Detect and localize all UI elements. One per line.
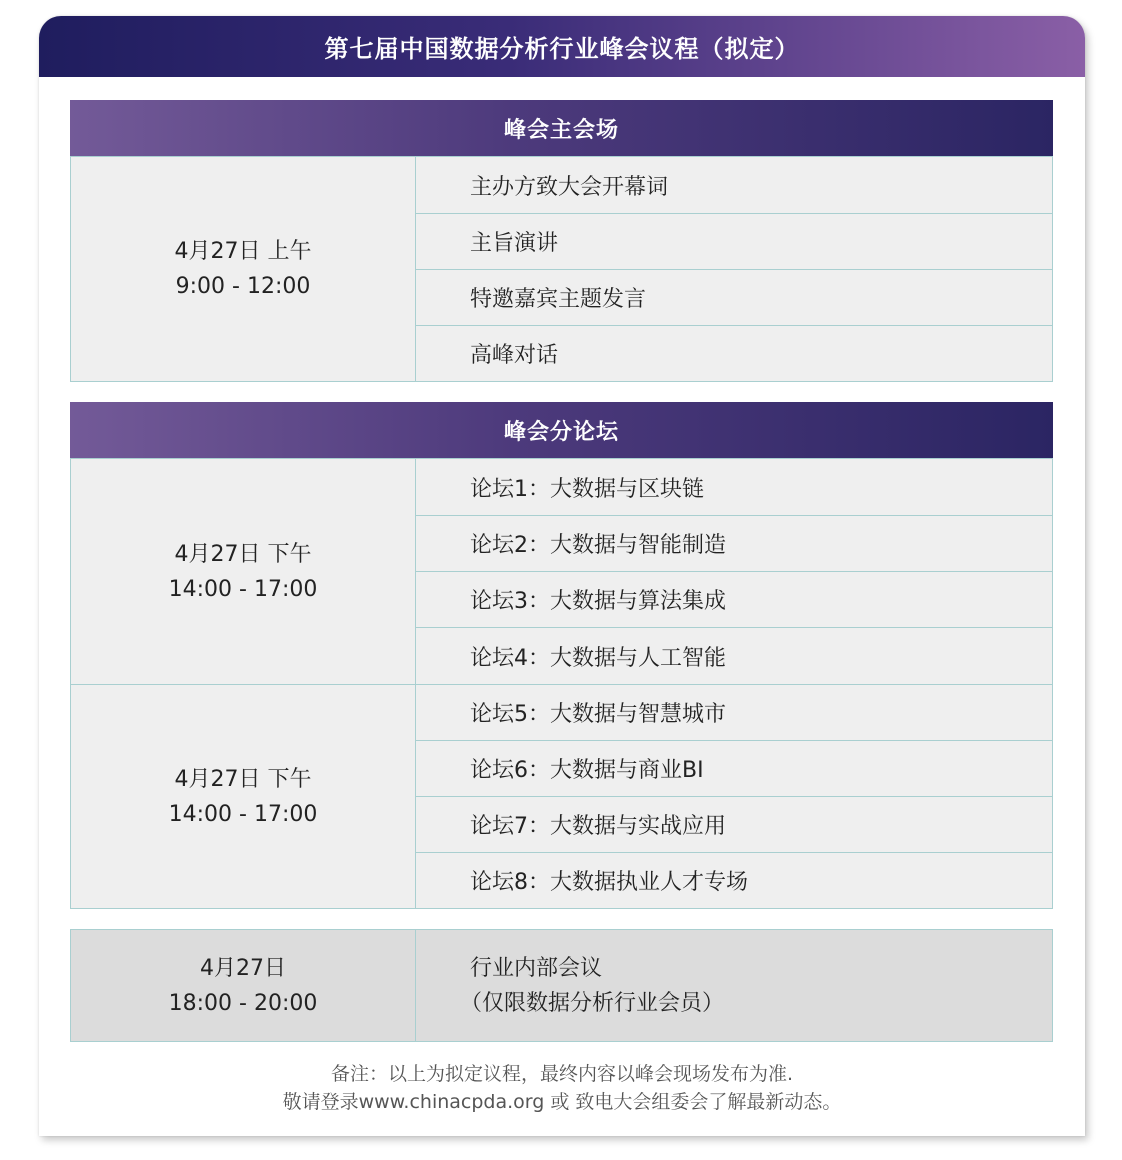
session-date: 4月27日 下午	[174, 766, 312, 792]
session-date: 4月27日 上午	[174, 239, 312, 264]
agenda-item: 主办方致大会开幕词	[416, 157, 1052, 213]
session-time: 14:00 - 17:00	[168, 576, 318, 602]
forum-group-1-datetime	[71, 459, 416, 684]
session-date: 4月27日 下午	[174, 541, 312, 567]
main-session-header: 峰会主会场	[70, 100, 1053, 156]
agenda-title: 第七届中国数据分析行业峰会议程（拟定）	[39, 16, 1085, 77]
forum-item: 论坛7：大数据与实战应用	[416, 796, 1052, 852]
forum-item: 论坛4：大数据与人工智能	[416, 627, 1052, 684]
footer-line-1: 备注：以上为拟定议程，最终内容以峰会现场发布为准.	[330, 1063, 794, 1085]
forum-item: 论坛5：大数据与智慧城市	[416, 684, 1052, 740]
session-time: 14:00 - 17:00	[168, 801, 318, 827]
session-time: 18:00 - 20:00	[168, 990, 318, 1016]
session-time: 9:00 - 12:00	[175, 274, 311, 299]
forum-session-table	[70, 458, 1053, 909]
evening-session-datetime	[71, 930, 416, 1041]
agenda-item: 特邀嘉宾主题发言	[416, 269, 1052, 325]
evening-session-table	[70, 929, 1053, 1042]
footer-line-2: 敬请登录www.chinacpda.org 或 致电大会组委会了解最新动态。	[282, 1091, 842, 1113]
forum-item: 论坛2：大数据与智能制造	[416, 515, 1052, 571]
footer-note	[39, 1060, 1085, 1116]
agenda-item: 主旨演讲	[416, 213, 1052, 269]
agenda-item: 高峰对话	[416, 325, 1052, 381]
session-date: 4月27日	[200, 955, 286, 981]
forum-session-header: 峰会分论坛	[70, 402, 1053, 458]
evening-session-item	[416, 930, 1052, 1041]
evening-session-note: （仅限数据分析行业会员）	[460, 990, 725, 1016]
main-session-table	[70, 156, 1053, 382]
forum-item: 论坛8：大数据执业人才专场	[416, 852, 1052, 908]
main-session-datetime	[71, 157, 416, 381]
forum-group-2-datetime	[71, 685, 416, 908]
evening-session-title: 行业内部会议	[470, 955, 603, 981]
forum-item: 论坛6：大数据与商业BI	[416, 740, 1052, 796]
forum-item: 论坛1：大数据与区块链	[416, 459, 1052, 515]
forum-item: 论坛3：大数据与算法集成	[416, 571, 1052, 627]
